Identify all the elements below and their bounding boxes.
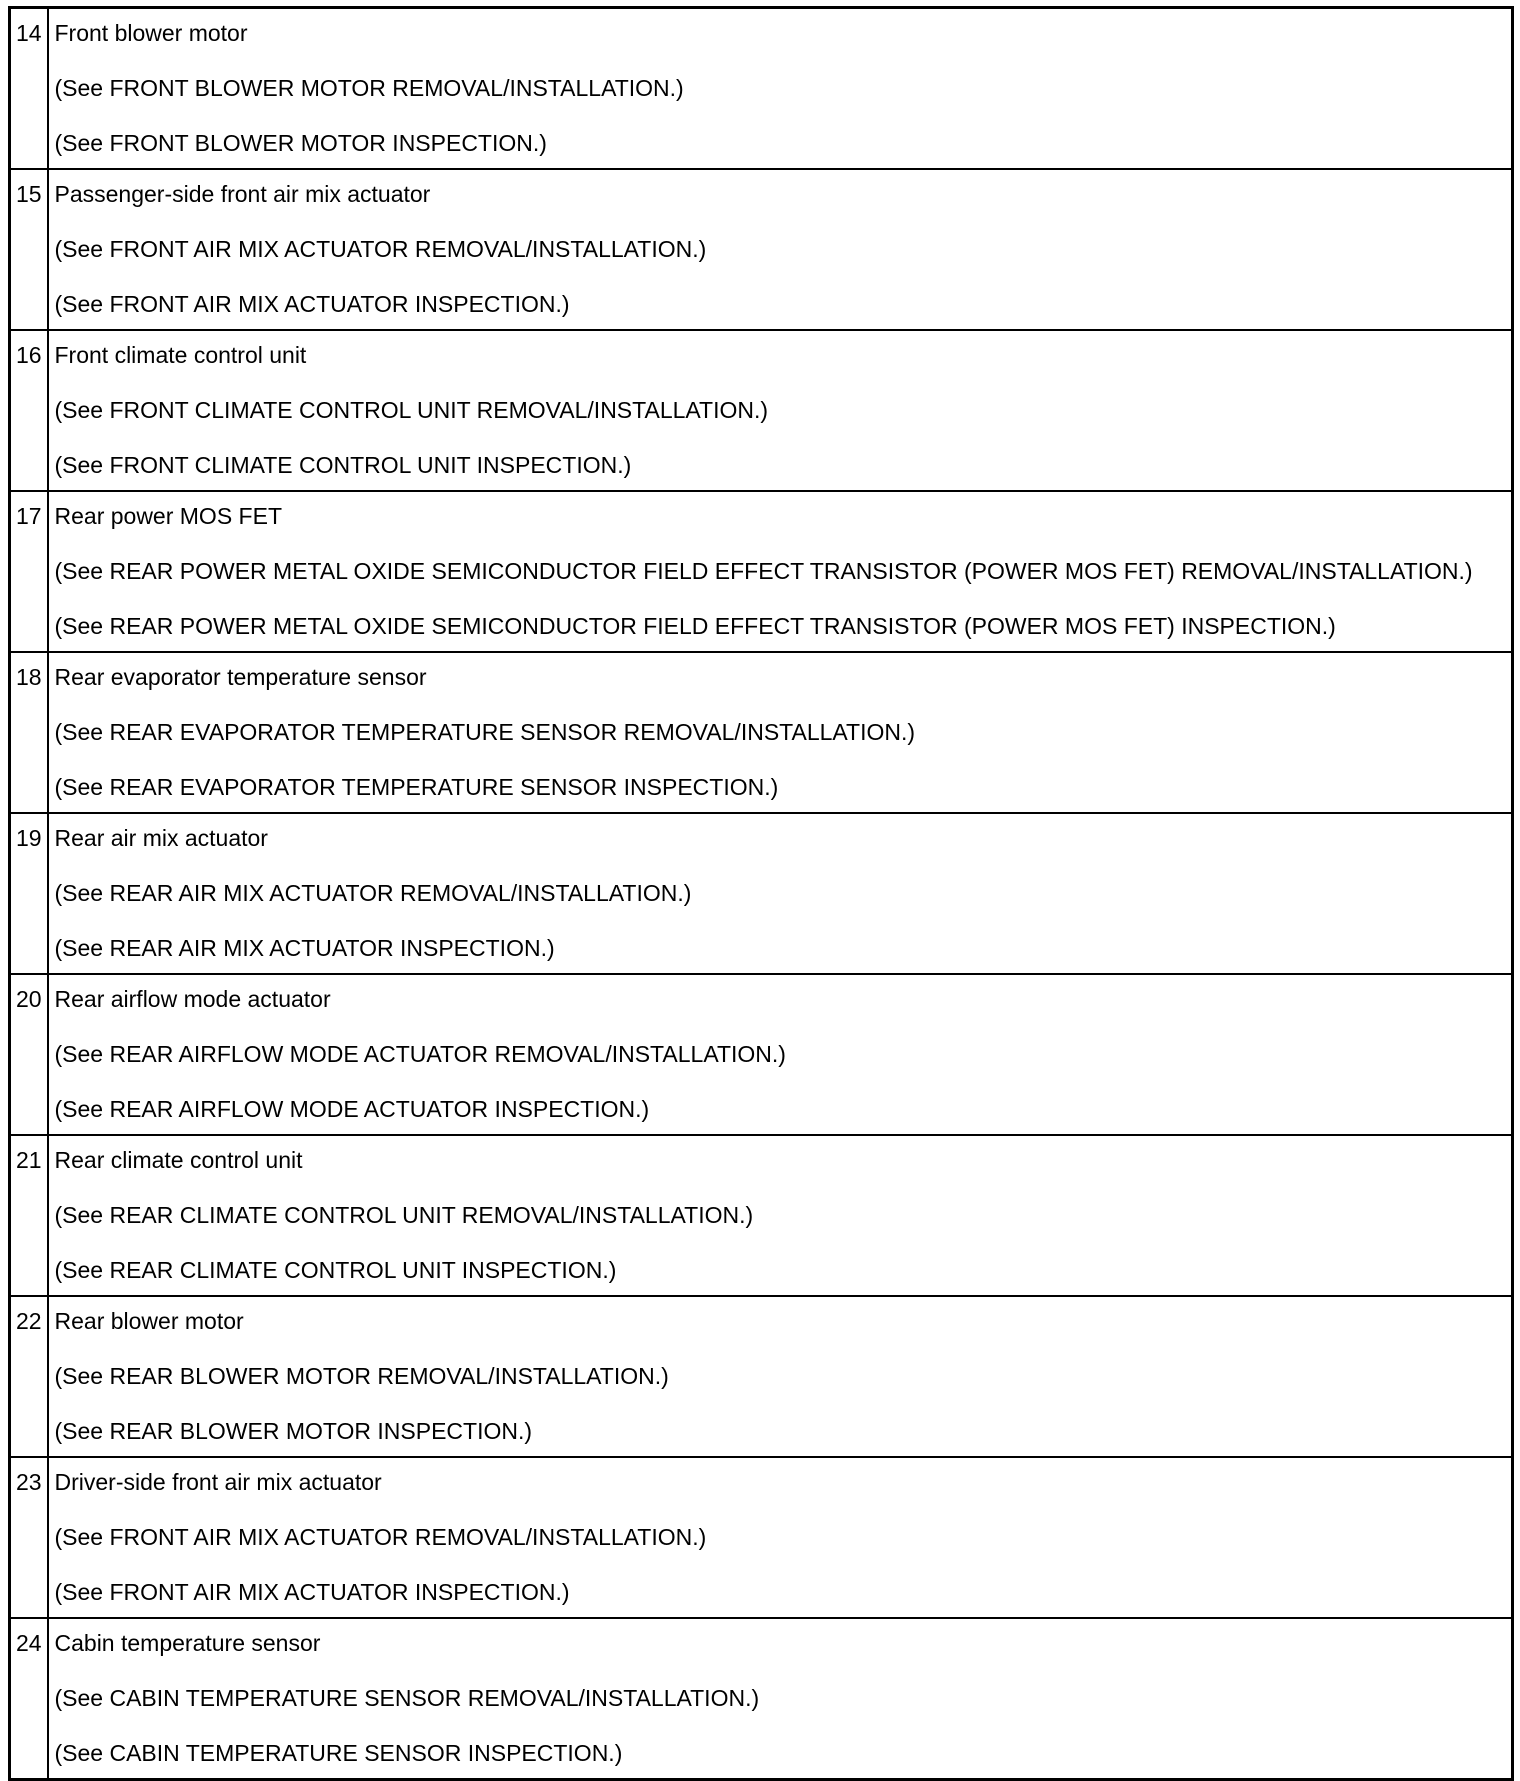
parts-table (8, 6, 1514, 1781)
item-number: 22 (10, 1296, 48, 1457)
removal-installation-reference[interactable]: (See FRONT AIR MIX ACTUATOR REMOVAL/INSTALLATION.) (54, 1524, 707, 1550)
item-number: 24 (10, 1618, 48, 1780)
item-name: Passenger-side front air mix actuator (54, 181, 431, 207)
item-number: 16 (10, 330, 48, 491)
removal-installation-reference[interactable]: (See REAR EVAPORATOR TEMPERATURE SENSOR REMOVAL/INSTALLATION.) (54, 719, 916, 745)
removal-installation-reference[interactable]: (See REAR POWER METAL OXIDE SEMICONDUCTOR FIELD EFFECT TRANSISTOR (POWER MOS FET) REMOVAL/INSTALLATION.) (54, 558, 1473, 584)
item-number: 14 (10, 8, 48, 170)
item-description (48, 169, 1513, 330)
item-name: Rear climate control unit (54, 1147, 303, 1173)
removal-installation-reference[interactable]: (See FRONT BLOWER MOTOR REMOVAL/INSTALLATION.) (54, 75, 684, 101)
item-number: 23 (10, 1457, 48, 1618)
table-row (10, 974, 1513, 1135)
table-row (10, 1618, 1513, 1780)
item-description (48, 1135, 1513, 1296)
removal-installation-reference[interactable]: (See FRONT CLIMATE CONTROL UNIT REMOVAL/INSTALLATION.) (54, 397, 769, 423)
removal-installation-reference[interactable]: (See REAR AIR MIX ACTUATOR REMOVAL/INSTALLATION.) (54, 880, 692, 906)
item-description (48, 974, 1513, 1135)
item-description (48, 1296, 1513, 1457)
inspection-reference[interactable]: (See FRONT AIR MIX ACTUATOR INSPECTION.) (54, 1579, 570, 1605)
removal-installation-reference[interactable]: (See REAR AIRFLOW MODE ACTUATOR REMOVAL/INSTALLATION.) (54, 1041, 786, 1067)
item-number: 20 (10, 974, 48, 1135)
table-row (10, 330, 1513, 491)
item-description (48, 8, 1513, 170)
removal-installation-reference[interactable]: (See REAR CLIMATE CONTROL UNIT REMOVAL/INSTALLATION.) (54, 1202, 754, 1228)
inspection-reference[interactable]: (See FRONT BLOWER MOTOR INSPECTION.) (54, 130, 547, 156)
inspection-reference[interactable]: (See REAR BLOWER MOTOR INSPECTION.) (54, 1418, 533, 1444)
item-number: 19 (10, 813, 48, 974)
item-number: 21 (10, 1135, 48, 1296)
item-name: Rear airflow mode actuator (54, 986, 331, 1012)
inspection-reference[interactable]: (See REAR AIR MIX ACTUATOR INSPECTION.) (54, 935, 555, 961)
table-row (10, 1296, 1513, 1457)
item-name: Driver-side front air mix actuator (54, 1469, 382, 1495)
item-name: Rear power MOS FET (54, 503, 282, 529)
inspection-reference[interactable]: (See REAR AIRFLOW MODE ACTUATOR INSPECTION.) (54, 1096, 650, 1122)
inspection-reference[interactable]: (See FRONT AIR MIX ACTUATOR INSPECTION.) (54, 291, 570, 317)
table-row (10, 169, 1513, 330)
inspection-reference[interactable]: (See FRONT CLIMATE CONTROL UNIT INSPECTION.) (54, 452, 632, 478)
table-row (10, 652, 1513, 813)
table-row (10, 813, 1513, 974)
inspection-reference[interactable]: (See REAR POWER METAL OXIDE SEMICONDUCTOR FIELD EFFECT TRANSISTOR (POWER MOS FET) INSPECTION.) (54, 613, 1336, 639)
item-description (48, 1618, 1513, 1780)
removal-installation-reference[interactable]: (See REAR BLOWER MOTOR REMOVAL/INSTALLATION.) (54, 1363, 669, 1389)
inspection-reference[interactable]: (See CABIN TEMPERATURE SENSOR INSPECTION.) (54, 1740, 623, 1766)
table-row (10, 1135, 1513, 1296)
item-description (48, 813, 1513, 974)
item-description (48, 652, 1513, 813)
item-name: Rear blower motor (54, 1308, 244, 1334)
item-name: Front climate control unit (54, 342, 307, 368)
item-description (48, 1457, 1513, 1618)
table-row (10, 491, 1513, 652)
item-description (48, 491, 1513, 652)
removal-installation-reference[interactable]: (See CABIN TEMPERATURE SENSOR REMOVAL/INSTALLATION.) (54, 1685, 760, 1711)
item-number: 18 (10, 652, 48, 813)
parts-table-body (10, 8, 1513, 1780)
item-number: 17 (10, 491, 48, 652)
table-row (10, 1457, 1513, 1618)
inspection-reference[interactable]: (See REAR EVAPORATOR TEMPERATURE SENSOR INSPECTION.) (54, 774, 779, 800)
item-name: Rear air mix actuator (54, 825, 268, 851)
item-number: 15 (10, 169, 48, 330)
item-name: Rear evaporator temperature sensor (54, 664, 427, 690)
item-name: Front blower motor (54, 20, 248, 46)
table-row (10, 8, 1513, 170)
item-description (48, 330, 1513, 491)
inspection-reference[interactable]: (See REAR CLIMATE CONTROL UNIT INSPECTION.) (54, 1257, 617, 1283)
removal-installation-reference[interactable]: (See FRONT AIR MIX ACTUATOR REMOVAL/INSTALLATION.) (54, 236, 707, 262)
item-name: Cabin temperature sensor (54, 1630, 321, 1656)
